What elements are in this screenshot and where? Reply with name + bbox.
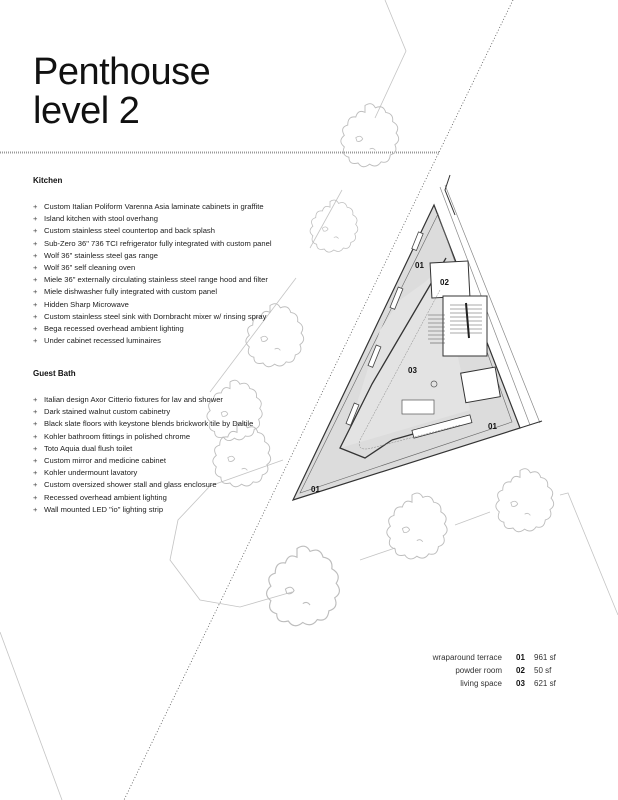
- list-item: + Dark stained walnut custom cabinetry: [33, 406, 253, 418]
- list-item: + Recessed overhead ambient lighting: [33, 492, 253, 504]
- kitchen-list: [33, 201, 272, 347]
- list-item: + Custom Italian Poliform Varenna Asia laminate cabinets in graffite: [33, 201, 272, 213]
- list-item: + Wolf 36" self cleaning oven: [33, 262, 272, 274]
- plus-icon: +: [33, 492, 38, 502]
- room-label-powder-room: 02: [440, 278, 449, 287]
- plus-icon: +: [33, 456, 38, 466]
- plus-icon: +: [33, 250, 38, 260]
- room-label-terrace-east: 01: [488, 422, 497, 431]
- list-item: + Custom mirror and medicine cabinet: [33, 455, 253, 467]
- page-title-line-2: level 2: [33, 90, 140, 132]
- plus-icon: +: [33, 419, 38, 429]
- list-item: + Italian design Axor Citterio fixtures for lav and shower: [33, 394, 253, 406]
- plus-icon: +: [33, 431, 38, 441]
- plus-icon: +: [33, 287, 38, 297]
- plus-icon: +: [33, 395, 38, 404]
- penthouse-floor-plan: [293, 175, 542, 500]
- guest-bath-section: [33, 369, 253, 516]
- legend-row: wraparound terrace 01 961 sf: [432, 653, 556, 662]
- list-item: + Kohler undermount lavatory: [33, 467, 253, 479]
- list-item: + Sub-Zero 36" 736 TCI refrigerator fully integrated with custom panel: [33, 238, 272, 250]
- list-item: + Hidden Sharp Microwave: [33, 299, 272, 311]
- room-label-terrace-north: 01: [415, 261, 424, 270]
- plus-icon: +: [33, 336, 38, 346]
- plus-icon: +: [33, 468, 38, 478]
- plus-icon: +: [33, 311, 38, 321]
- plus-icon: +: [33, 504, 38, 514]
- kitchen-section: [33, 176, 272, 347]
- plus-icon: +: [33, 263, 38, 273]
- plus-icon: +: [33, 202, 38, 211]
- plus-icon: +: [33, 407, 38, 417]
- list-item: + Custom stainless steel sink with Dornbracht mixer w/ rinsing spray: [33, 311, 272, 323]
- list-item: + Custom stainless steel countertop and back splash: [33, 225, 272, 237]
- list-item: + Island kitchen with stool overhang: [33, 213, 272, 225]
- plus-icon: +: [33, 214, 38, 224]
- page-title: [33, 53, 210, 131]
- list-item: + Miele 36" externally circulating stainless steel range hood and filter: [33, 274, 272, 286]
- list-item: + Miele dishwasher fully integrated with custom panel: [33, 286, 272, 298]
- page-title-line-1: Penthouse: [33, 51, 211, 93]
- list-item: + Wolf 36" stainless steel gas range: [33, 250, 272, 262]
- plus-icon: +: [33, 299, 38, 309]
- plus-icon: +: [33, 443, 38, 453]
- plus-icon: +: [33, 238, 38, 248]
- list-item: + Wall mounted LED "io" lighting strip: [33, 504, 253, 516]
- plus-icon: +: [33, 324, 38, 334]
- list-item: + Under cabinet recessed luminaires: [33, 335, 272, 347]
- guest-bath-list: [33, 394, 253, 516]
- plus-icon: +: [33, 480, 38, 490]
- list-item: + Bega recessed overhead ambient lighting: [33, 323, 272, 335]
- room-legend: [420, 651, 556, 690]
- guest-bath-heading: Guest Bath: [33, 369, 76, 378]
- plus-icon: +: [33, 275, 38, 285]
- list-item: + Black slate floors with keystone blends brickwork tile by Daltile: [33, 418, 253, 430]
- legend-row: living space 03 621 sf: [460, 679, 556, 688]
- kitchen-heading: Kitchen: [33, 176, 63, 185]
- list-item: + Kohler bathroom fittings in polished chrome: [33, 431, 253, 443]
- room-label-living-space: 03: [408, 366, 417, 375]
- plus-icon: +: [33, 226, 38, 236]
- room-label-terrace-south: 01: [311, 485, 320, 494]
- list-item: + Toto Aquia dual flush toilet: [33, 443, 253, 455]
- legend-row: powder room 02 50 sf: [455, 666, 552, 675]
- list-item: + Custom oversized shower stall and glass enclosure: [33, 479, 253, 491]
